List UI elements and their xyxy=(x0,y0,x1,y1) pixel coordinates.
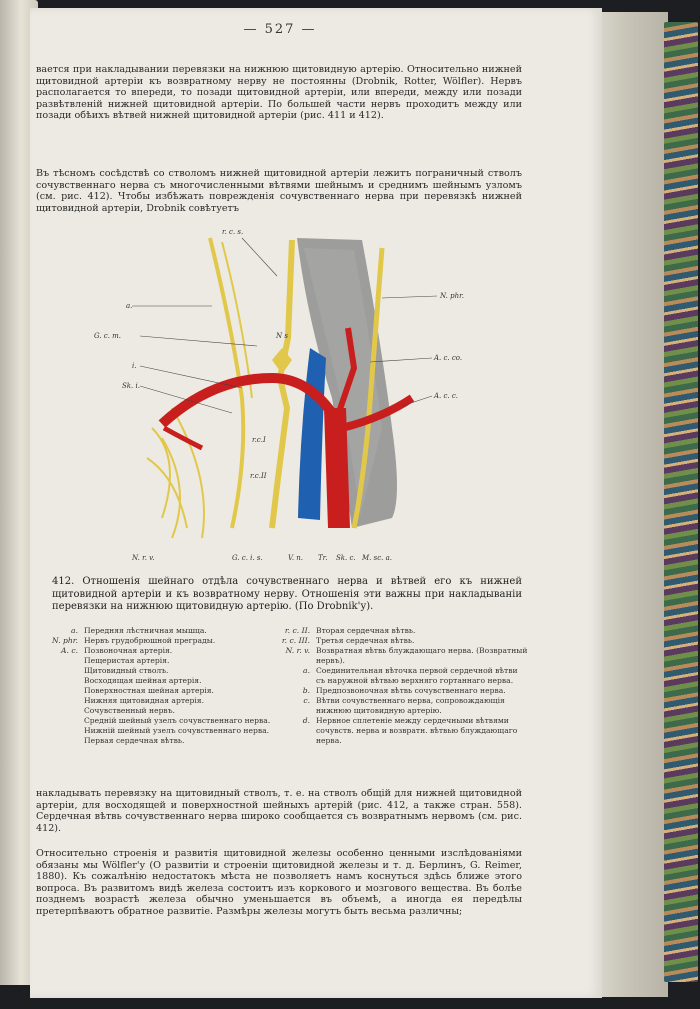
legend-text: Первая сердечная вѣтвь. xyxy=(84,736,185,745)
legend-key: N. phr. xyxy=(52,636,78,645)
legend-text: Пещеристая артерія. xyxy=(84,656,170,665)
legend-column-1 xyxy=(36,626,276,746)
legend-text: Нижній шейный узелъ сочувственнаго нерва. xyxy=(84,726,270,735)
legend-entry xyxy=(268,636,528,646)
legend-key: r. c. III. xyxy=(281,636,310,645)
legend-entry xyxy=(268,696,528,716)
legend-key xyxy=(36,706,84,716)
figure-caption: 412. Отношенія шейнаго отдѣла сочувственнаго нерва и вѣтвей его къ нижней щитовидной артеріи и къ возвратному нерву. Отношенія эти важны при накладываніи перевязки на нижнюю щитовидную артерію. (По Drobnik'у). xyxy=(52,576,522,612)
paragraph-2: Въ тѣсномъ сосѣдствѣ со стволомъ нижней щитовидной артеріи лежитъ пограничный стволъ сочувственнаго нерва съ многочисленными вѣтвями шейнымъ и среднимъ шейнымъ узломъ (см. рис. 412). Чтобы избѣжать поврежденія сочувственнаго нерва при перевязкѣ нижней щитовидной артеріи, Drobnik совѣтуетъ xyxy=(36,168,522,214)
legend-text: Передняя лѣстничная мышца. xyxy=(84,626,207,635)
legend-entry xyxy=(36,696,276,706)
legend-key xyxy=(36,716,84,726)
legend-entry xyxy=(268,666,528,686)
book-page xyxy=(30,8,602,998)
legend-entry xyxy=(268,646,528,666)
legend-key: A. c. xyxy=(61,646,78,655)
legend-key xyxy=(36,676,84,686)
paragraph-1: вается при накладывании перевязки на нижнюю щитовидную артерію. Относительно нижней щитовидной артеріи къ возвратному нерву не постоянны (Drobnik, Rotter, Wölfler). Нервъ располагается то впереди, то позади щитовидной артеріи, или впереди, между или позади развѣтвленій нижней щитовидной артеріи. По большей части нервъ проходитъ между или позади обѣихъ вѣтвей нижней щитовидной артеріи (рис. 411 и 412). xyxy=(36,64,522,122)
legend-text: Сочувственный нервъ. xyxy=(84,706,175,715)
legend-text: Возвратная вѣтвь блуждающаго нерва. (Возвратный нервъ). xyxy=(316,646,528,665)
legend-entry xyxy=(268,716,528,746)
legend-column-2 xyxy=(268,626,528,746)
legend-key xyxy=(36,696,84,706)
legend-entry xyxy=(268,686,528,696)
legend-text: Позвоночная артерія. xyxy=(84,646,173,655)
book-block-edge xyxy=(598,12,668,997)
legend-text: Предпозвоночная вѣтвь сочувственнаго нерва. xyxy=(316,686,506,695)
label-mid-1: N s xyxy=(276,332,288,340)
legend-text: Соединительная вѣточка первой сердечной вѣтви съ наружной вѣтвью верхняго гортаннаго нерва. xyxy=(316,666,518,685)
legend-entry xyxy=(36,646,276,656)
left-page-text-fragment xyxy=(2,20,32,950)
legend-key xyxy=(36,666,84,676)
page-number: — 527 — xyxy=(243,22,317,37)
legend-text: Нижняя щитовидная артерія. xyxy=(84,696,205,705)
legend-key xyxy=(36,686,84,696)
label-mid-2: r.c.I xyxy=(252,436,266,444)
legend-entry xyxy=(36,716,276,726)
label-left-4: Sk. i. xyxy=(122,382,140,390)
label-bottom-5: Sk. c. xyxy=(336,554,356,562)
legend-text: Восходящая шейная артерія. xyxy=(84,676,202,685)
legend-text: Поверхностная шейная артерія. xyxy=(84,686,214,695)
legend-entry xyxy=(36,666,276,676)
label-right-3: A. c. c. xyxy=(434,392,459,400)
legend-key: b. xyxy=(302,686,310,695)
legend-entry xyxy=(36,656,276,666)
label-bottom-4: Tr. xyxy=(318,554,328,562)
legend-key: c. xyxy=(303,696,310,705)
label-bottom-1: N. r. v. xyxy=(132,554,155,562)
figure-legend xyxy=(36,626,528,786)
legend-entry xyxy=(36,626,276,636)
label-left-3: i. xyxy=(132,362,137,370)
legend-key: N. r. v. xyxy=(285,646,310,655)
paragraph-3: накладывать перевязку на щитовидный стволъ, т. е. на стволъ общій для нижней щитовидной артеріи, для восходящей и поверхностной шейныхъ артерій (рис. 412, а также стран. 558). Сердечная вѣтвь сочувственнаго нерва широко сообщается съ возвратнымъ нервомъ (см. рис. 412). xyxy=(36,788,522,834)
legend-key: r. c. II. xyxy=(284,626,310,635)
paragraph-4: Относительно строенія и развитія щитовидной железы особенно ценными изслѣдованіями обязаны мы Wölfler'у (О развитіи и строеніи щитовидной железы и т. д. Берлинъ, G. Reimer, 1880). Къ сожалѣнію недостатокъ мѣста не позволяетъ намъ коснуться здѣсь ближе этого вопроса. Въ развитомъ видѣ железа состоитъ изъ коркового и мозгового вещества. Въ болѣе позднемъ возрастѣ железа обычно уменьшается въ объемѣ, а иногда ея передѣлы претерпѣваютъ обратное развитіе. Размѣры железы могутъ быть весьма различны; xyxy=(36,848,522,917)
anatomical-figure xyxy=(92,228,512,568)
legend-key xyxy=(36,656,84,666)
legend-entry xyxy=(36,706,276,716)
label-left-1: a. xyxy=(126,302,133,310)
marbled-edge xyxy=(664,22,698,982)
legend-text: Третья сердечная вѣтвь. xyxy=(316,636,415,645)
label-left-2: G. c. m. xyxy=(94,332,122,340)
legend-key: d. xyxy=(302,716,310,725)
legend-entry xyxy=(36,686,276,696)
legend-entry xyxy=(36,726,276,736)
legend-text: Нервъ грудобрюшной преграды. xyxy=(84,636,216,645)
label-bottom-2: G. c. i. s. xyxy=(232,554,263,562)
legend-entry xyxy=(36,736,276,746)
label-right-1: N. phr. xyxy=(440,292,464,300)
legend-text: Щитовидный стволъ. xyxy=(84,666,169,675)
legend-text: Средній шейный узелъ сочувственнаго нерва. xyxy=(84,716,271,725)
legend-text: Вѣтви сочувственнаго нерва, сопровождающія нижнюю щитовидную артерію. xyxy=(316,696,505,715)
legend-text: Нервное сплетеніе между сердечными вѣтвями сочувств. нерва и возвратн. вѣтвью блуждающаго нерва. xyxy=(316,716,518,745)
legend-entry xyxy=(36,636,276,646)
legend-entry xyxy=(36,676,276,686)
legend-key: a. xyxy=(71,626,78,635)
label-bottom-3: V. n. xyxy=(288,554,304,562)
legend-entry xyxy=(268,626,528,636)
legend-text: Вторая сердечная вѣтвь. xyxy=(316,626,416,635)
label-top: r. c. s. xyxy=(222,228,244,236)
label-right-2: A. c. co. xyxy=(434,354,463,362)
legend-key: a. xyxy=(303,666,310,675)
label-bottom-6: M. sc. a. xyxy=(362,554,392,562)
label-mid-3: r.c.II xyxy=(250,472,267,480)
legend-key xyxy=(36,726,84,736)
legend-key xyxy=(36,736,84,746)
